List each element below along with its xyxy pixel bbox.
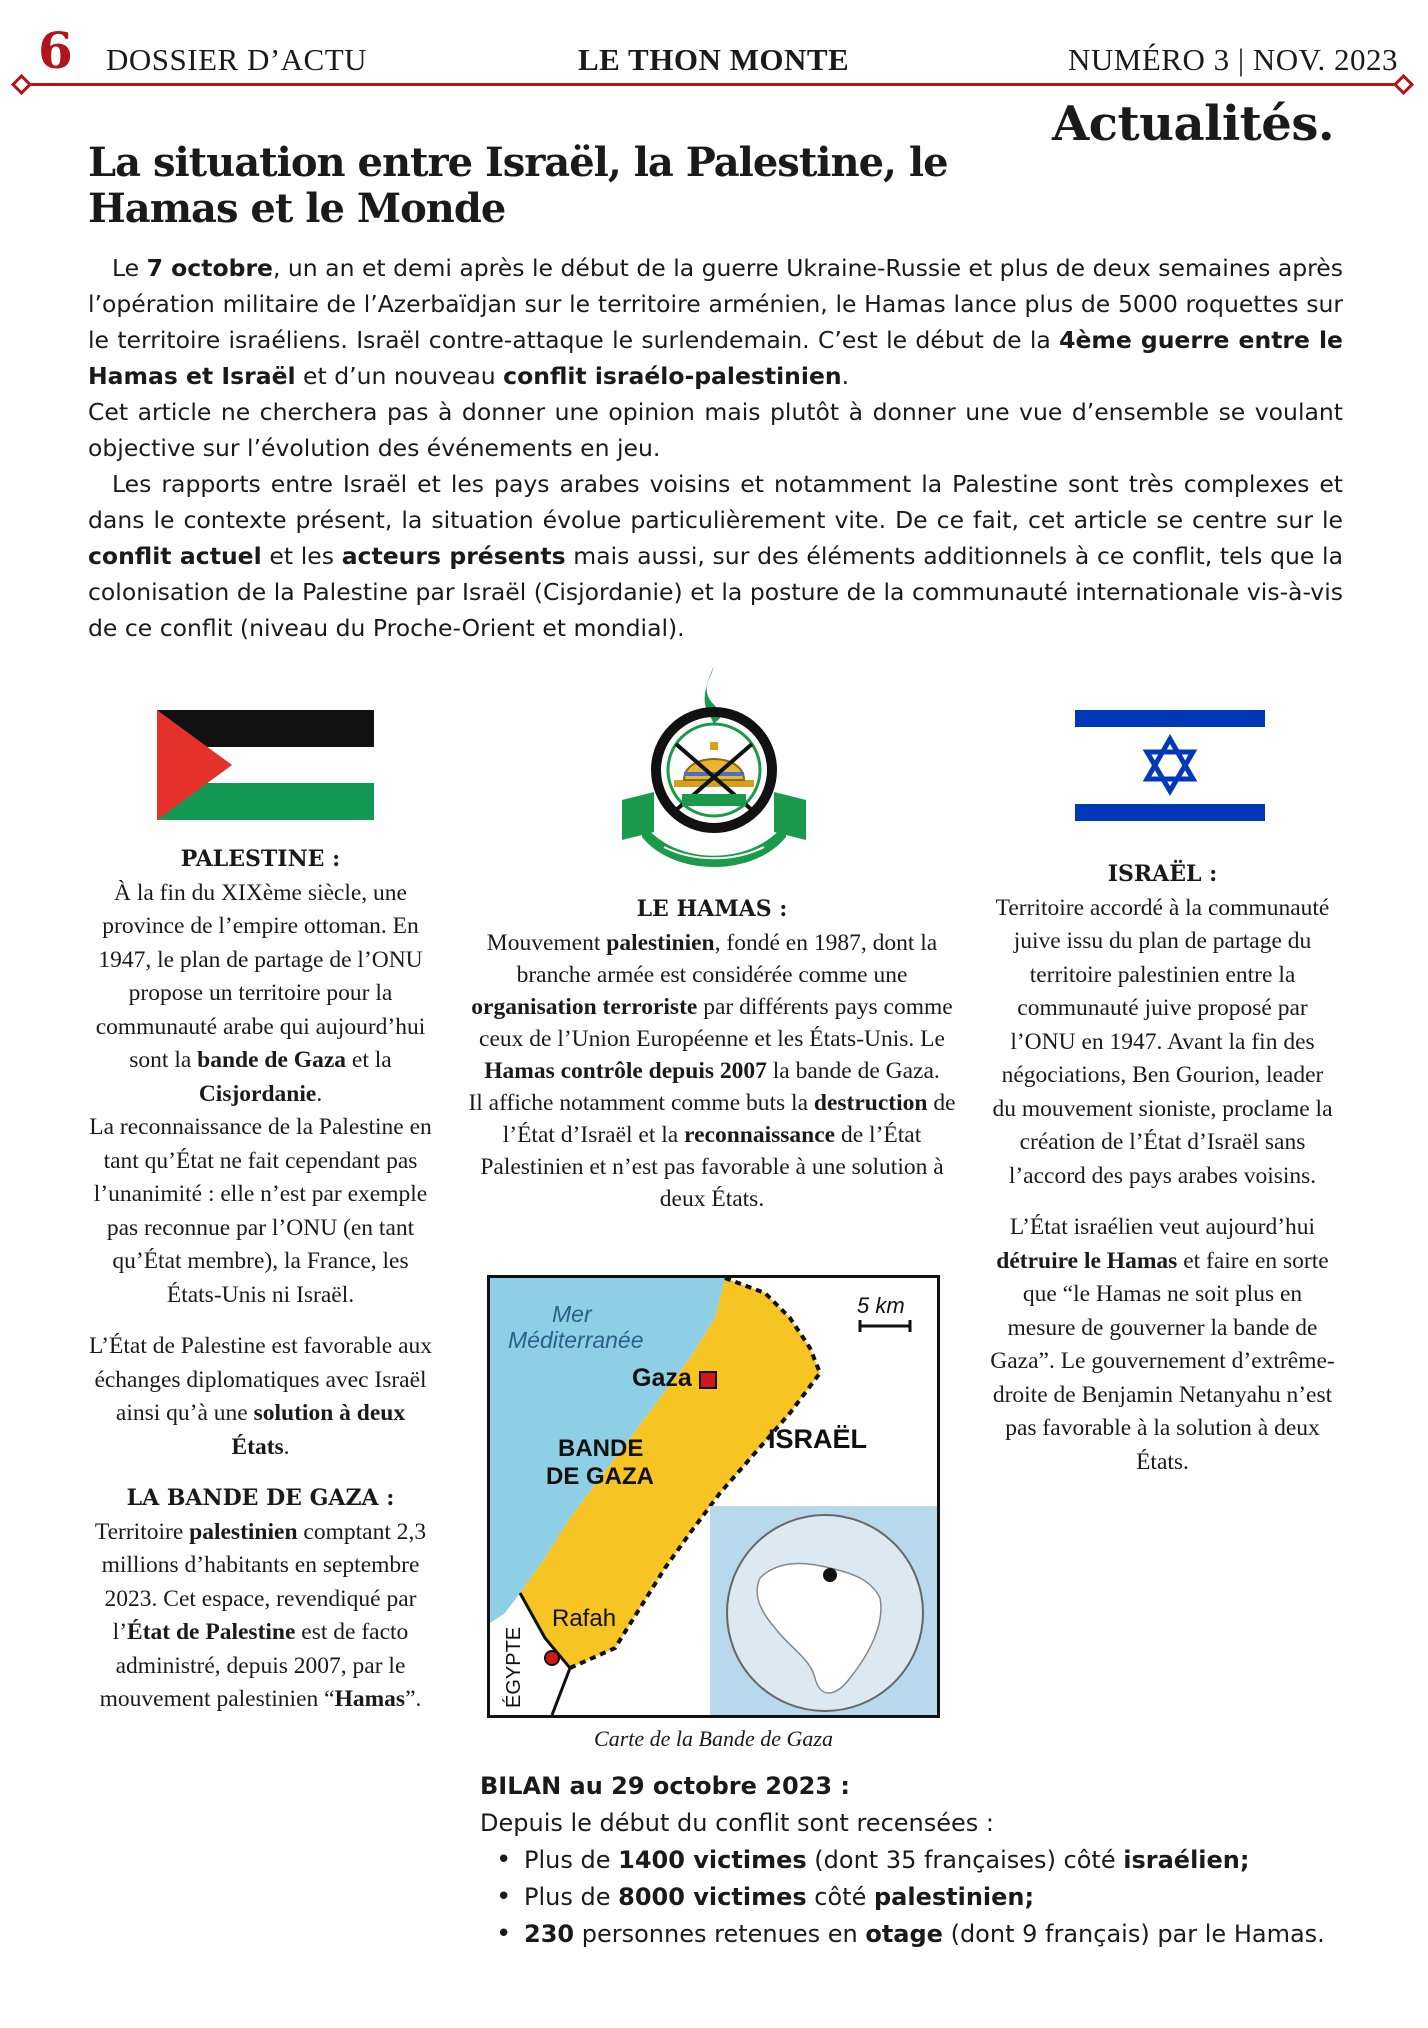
- israel-column: [990, 858, 1335, 1479]
- palestine-column: [88, 843, 433, 1717]
- text-run: et faire en sorte que “le Hamas ne soit plus en mesure de gouverner la bande de Gaza”. Le gouvernement d’extrême-droite de Benjamin Netanyahu n’est pas favorable à la solution à deux États.: [990, 1247, 1335, 1475]
- map-label-israel: ISRAËL: [768, 1424, 868, 1454]
- text-run-bold: État de Palestine: [127, 1619, 296, 1645]
- text-run: comptant 2,3 millions d’habitants en septembre 2023. Cet espace, revendiqué par l’: [101, 1518, 427, 1645]
- text-run: L’État israélien veut aujourd’hui: [1009, 1214, 1316, 1240]
- text-run: (dont 35 françaises) côté: [806, 1846, 1124, 1874]
- gaza-map-drawing: [490, 1278, 937, 1715]
- text-run-bold: destruction: [813, 1089, 928, 1116]
- text-run: .: [316, 1080, 323, 1107]
- text-run-bold: acteurs présents: [341, 542, 566, 570]
- list-item: [494, 1916, 1380, 1953]
- bilan-title: BILAN au 29 octobre 2023 :: [480, 1772, 850, 1800]
- hamas-emblem-icon: [614, 662, 814, 877]
- text-run-bold: palestinien: [189, 1518, 298, 1545]
- text-run-bold: palestinien: [606, 929, 715, 956]
- hamas-column: [462, 893, 962, 1215]
- text-run: Plus de: [524, 1846, 619, 1874]
- map-label-sea-1: Mer: [552, 1301, 592, 1327]
- intro-paragraph-1: [88, 250, 1343, 394]
- page-header: [38, 21, 1398, 80]
- text-run: est de facto administré, depuis 2007, par le mouvement palestinien “: [99, 1619, 409, 1712]
- bilan-list: [494, 1842, 1380, 1953]
- gaza-title: LA BANDE DE GAZA :: [126, 1485, 395, 1511]
- globe-locator-icon: [823, 1568, 837, 1582]
- text-run-bold: bande de Gaza: [197, 1047, 347, 1073]
- header-publication: LE THON MONTE: [578, 42, 850, 77]
- israel-title: ISRAËL :: [1107, 861, 1218, 887]
- text-run: et la: [346, 1047, 392, 1073]
- map-label-gaza: Gaza: [632, 1364, 692, 1392]
- text-run-bold: palestinien;: [873, 1883, 1035, 1911]
- text-run-bold: israélien;: [1123, 1846, 1250, 1874]
- map-label-sea-2: Méditerranée: [508, 1327, 644, 1353]
- text-run: , un an et demi après le début de la guerre Ukraine-Russie et plus de deux semaines après l’opération militaire de l’Azerbaïdjan sur le territoire arménien, le Hamas lance plus de 5000 roquettes sur le territoire israéliens. Israël contre-attaque le surlendemain. C’est le début de la: [88, 254, 1344, 354]
- list-item: [494, 1842, 1380, 1879]
- list-item: [494, 1879, 1380, 1916]
- bilan-intro: Depuis le début du conflit sont recensées :: [480, 1809, 994, 1837]
- text-run: À la fin du XIXème siècle, une province de l’empire ottoman. En 1947, le plan de partage de l’ONU propose un territoire pour la communauté arabe qui aujourd’hui sont la: [95, 879, 426, 1073]
- text-run-bold: 1400 victimes: [618, 1846, 807, 1874]
- text-run: Le: [112, 254, 147, 282]
- text-run: de l’État Palestinien et n’est pas favorable à une solution à deux États.: [480, 1121, 944, 1212]
- palestine-paragraph-1: [88, 877, 433, 1112]
- bilan-block: [480, 1768, 1380, 1953]
- israel-flag-icon: [1075, 708, 1265, 823]
- text-run-bold: otage: [865, 1920, 943, 1948]
- text-run: Plus de: [524, 1883, 619, 1911]
- article-intro: [88, 250, 1343, 646]
- text-run: (dont 9 français) par le Hamas.: [942, 1920, 1325, 1948]
- text-run-bold: détruire le Hamas: [996, 1247, 1178, 1274]
- text-run-bold: organisation terroriste: [471, 993, 698, 1020]
- text-run: par différents pays comme ceux de l’Union Européenne et les États-Unis. Le: [479, 993, 953, 1052]
- text-run: mais aussi, sur des éléments additionnels à ce conflit, tels que la colonisation de la Palestine par Israël (Cisjordanie) et la posture de la communauté internationale vis-à-vis de ce conflit (niveau du Proche-Orient et mondial).: [88, 542, 1343, 642]
- intro-paragraph-2: Cet article ne cherchera pas à donner une opinion mais plutôt à donner une vue d’ensemble se voulant objective sur l’évolution des événements en jeu.: [88, 398, 1343, 462]
- map-label-strip-2: DE GAZA: [546, 1463, 654, 1490]
- text-run-bold: 230: [524, 1920, 575, 1948]
- rule-diamond-left-icon: [11, 74, 32, 95]
- intro-paragraph-3: [88, 466, 1343, 646]
- map-label-rafah: Rafah: [552, 1605, 617, 1632]
- text-run: personnes retenues en: [574, 1920, 866, 1948]
- text-run: L’État de Palestine est favorable aux échanges diplomatiques avec Israël ainsi qu’à une: [88, 1333, 433, 1426]
- hamas-paragraph-2: [462, 1087, 962, 1215]
- headline-line-1: La situation entre Israël, la Palestine, le: [88, 139, 948, 186]
- text-run: côté: [806, 1883, 874, 1911]
- text-run-bold: 7 octobre: [146, 254, 273, 282]
- text-run: Territoire: [94, 1518, 190, 1545]
- headline-line-2: Hamas et le Monde: [88, 185, 506, 232]
- text-run-bold: 4ème guerre entre le Hamas et Israël: [88, 326, 1343, 390]
- map-label-strip-1: BANDE: [558, 1435, 644, 1462]
- text-run-bold: conflit actuel: [88, 542, 262, 570]
- page-number: 6: [38, 21, 73, 80]
- text-run: , fondé en 1987, dont la branche armée est considérée comme une: [516, 929, 938, 988]
- palestine-paragraph-3: [88, 1330, 433, 1464]
- text-run: et d’un nouveau: [295, 362, 504, 390]
- text-run-bold: 8000 victimes: [618, 1883, 807, 1911]
- gaza-map: [487, 1275, 940, 1718]
- text-run: .: [841, 362, 850, 390]
- text-run-bold: Hamas: [334, 1686, 406, 1712]
- palestine-paragraph-2: La reconnaissance de la Palestine en tant qu’État ne fait cependant pas l’unanimité : elle n’est par exemple pas reconnue par l’ONU (en tant qu’État membre), la France, les États-Unis ni Israël.: [89, 1114, 432, 1308]
- article-headline: [88, 140, 948, 232]
- text-run: Il affiche notamment comme buts la: [468, 1089, 814, 1116]
- palestine-title: PALESTINE :: [180, 846, 341, 872]
- text-run: Mouvement: [486, 929, 607, 956]
- text-run: .: [283, 1433, 290, 1460]
- israel-paragraph-1: Territoire accordé à la communauté juive issu du plan de partage du territoire palestinien entre la communauté juive proposé par l’ONU en 1947. Avant la fin des négociations, Ben Gourion, leader du mouvement sioniste, proclame la création de l’État d’Israël sans l’accord des pays arabes voisins.: [992, 894, 1333, 1189]
- text-run-bold: reconnaissance: [684, 1121, 836, 1148]
- gaza-paragraph: [88, 1516, 433, 1717]
- israel-paragraph-2: [990, 1211, 1335, 1479]
- header-section: DOSSIER D’ACTU: [106, 42, 368, 77]
- section-label: Actualités.: [1052, 96, 1335, 152]
- hamas-title: LE HAMAS :: [636, 896, 788, 922]
- text-run: et les: [261, 542, 342, 570]
- text-run: la bande de Gaza.: [766, 1057, 940, 1084]
- text-run-bold: Hamas contrôle depuis 2007: [484, 1057, 767, 1084]
- text-run: ”.: [405, 1686, 422, 1712]
- map-label-egypt: ÉGYPTE: [503, 1626, 525, 1708]
- map-label-scale: 5 km: [857, 1293, 905, 1318]
- hamas-paragraph-1: [462, 927, 962, 1087]
- text-run-bold: Cisjordanie: [198, 1080, 317, 1107]
- text-run-bold: conflit israélo-palestinien: [503, 362, 842, 390]
- palestine-flag-icon: [157, 710, 374, 820]
- text-run: Les rapports entre Israël et les pays arabes voisins et notamment la Palestine sont très complexes et dans le contexte présent, la situation évolue particulièrement vite. De ce fait, cet article se centre sur le: [88, 470, 1343, 534]
- header-rule: [20, 83, 1408, 86]
- header-issue: NUMÉRO 3 | NOV. 2023: [1068, 42, 1398, 77]
- text-run: de l’État d’Israël et la: [502, 1089, 956, 1148]
- text-run-bold: solution à deux États: [231, 1400, 406, 1460]
- map-caption: Carte de la Bande de Gaza: [594, 1726, 833, 1751]
